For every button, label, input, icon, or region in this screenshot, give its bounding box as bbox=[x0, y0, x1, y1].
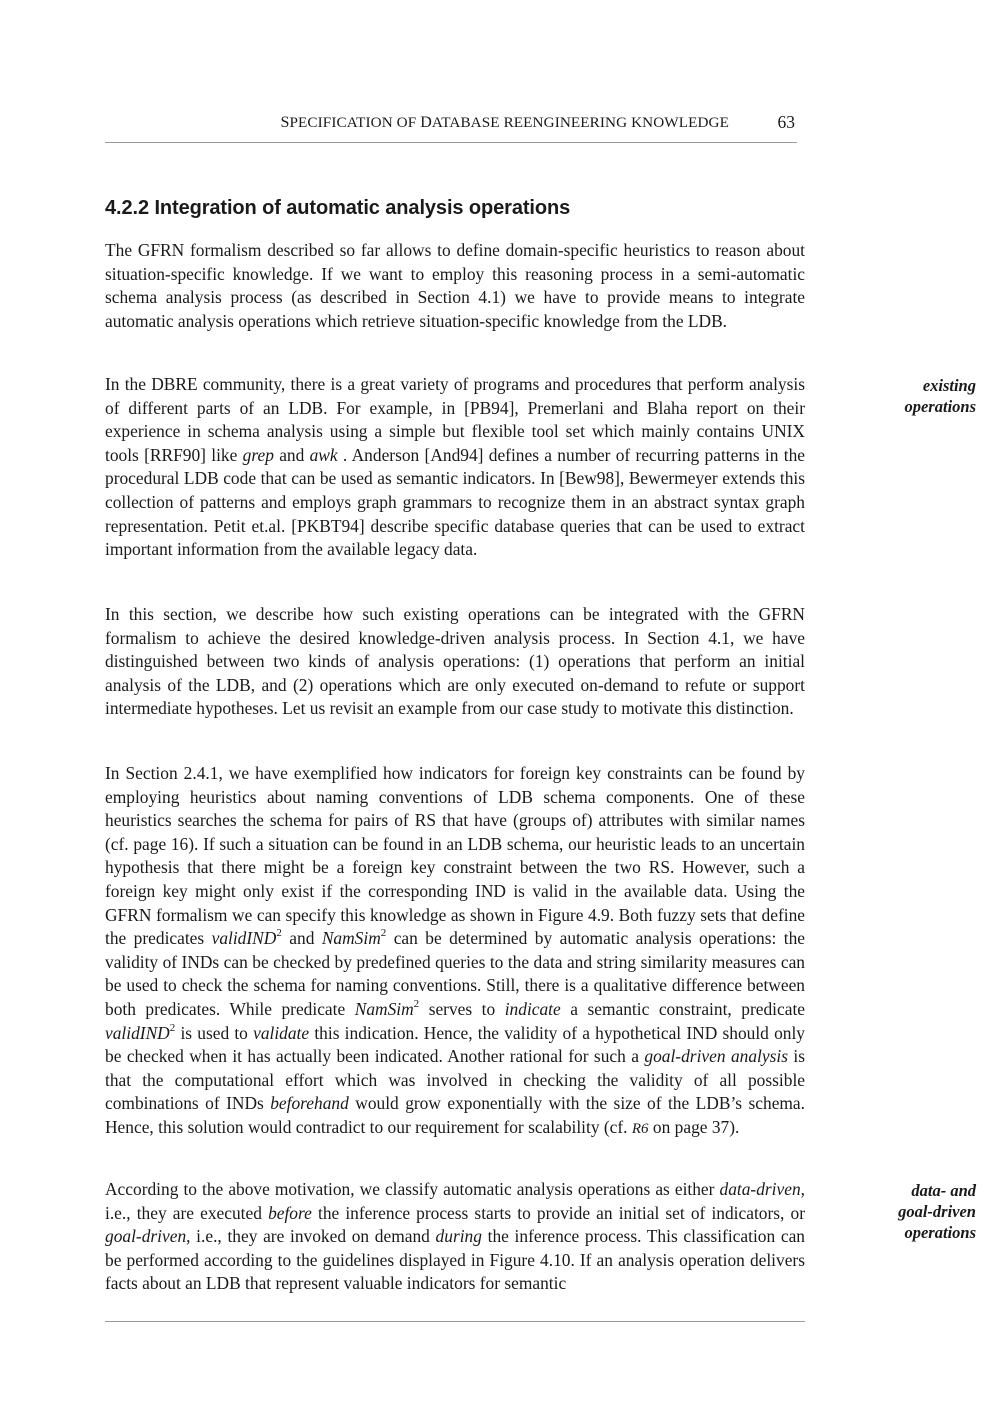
paragraph-1: The GFRN formalism described so far allows to define domain-specific heuristics to reason about situation-specific knowledge. If we want to employ this reasoning process in a semi-automatic schema analysis process (as described in Section 4.1) we have to provide means to integrate automatic analysis operations which retrieve situation-specific knowledge from the LDB. bbox=[105, 240, 805, 331]
paragraph-4: In Section 2.4.1, we have exemplified how indicators for foreign key constraints can be found by employing heuristics about naming conventions of LDB schema components. One of these heuristics searches the schema for pairs of RS that have (groups of) attributes with similar names (cf. page 16). If such a situation can be found in an LDB schema, our heuristic leads to an uncertain hypothesis that there might be a foreign key constraint between the two RS. However, such a foreign key might only exist if the corresponding IND is valid in the available data. Using the GFRN formalism we can specify this knowledge as shown in Figure 4.9. Both fuzzy sets that define the predicates validIND$^2$ and NamSim$^2$ can be determined by automatic analysis operations: the validity of INDs can be checked by predefined queries to the data and string similarity measures can be used to check the schema for naming conventions. Still, there is a qualitative difference between both predicates. While predicate NamSim$^2$ serves to indicate a semantic constraint, predicate validIND$^2$ is used to validate this indication. Hence, the validity of a hypothetical IND should only be checked when it has actually been indicated. Another rational for such a goal-driven analysis is that the computational effort which was involved in checking the validity of all possible combinations of INDs beforehand would grow exponentially with the size of the LDB’s schema. Hence, this solution would contradict to our requirement for scalability (cf. R6 on page 37). bbox=[105, 763, 806, 1137]
running-title: SPECIFICATION OF DATABASE REENGINEERING KNOWLEDGE bbox=[280, 114, 729, 131]
running-header bbox=[105, 114, 797, 143]
paragraph-2: In the DBRE community, there is a great variety of programs and procedures that perform analysis of different parts of an LDB. For example, in [PB94], Premerlani and Blaha report on their experience in schema analysis using a simple but flexible tool set which mainly contains UNIX tools [RRF90] like grep and awk . Anderson [And94] defines a number of recurring patterns in the procedural LDB code that can be used as semantic indicators. In [Bew98], Bewermeyer extends this collection of patterns and employs graph grammars to recognize them in an abstract syntax graph representation. Petit et.al. [PKBT94] describe specific database queries that can be used to extract important information from the available legacy data. bbox=[105, 374, 805, 560]
paragraph-3: In this section, we describe how such existing operations can be integrated with the GFRN formalism to achieve the desired knowledge-driven analysis process. In Section 4.1, we have distinguished between two kinds of analysis operations: (1) operations that perform an initial analysis of the LDB, and (2) operations which are only executed on-demand to refute or support intermediate hypotheses. Let us revisit an example from our case study to motivate this distinction. bbox=[105, 604, 805, 719]
paragraph-5: According to the above motivation, we classify automatic analysis operations as either data-driven, i.e., they are executed before the inference process starts to provide an initial set of indicators, or goal-driven, i.e., they are invoked on demand during the inference process. This classification can be performed according to the guidelines displayed in Figure 4.10. If an analysis operation delivers facts about an LDB that represent valuable indicators for semantic bbox=[105, 1179, 805, 1294]
section-title: 4.2.2 Integration of automatic analysis operations bbox=[105, 197, 571, 219]
footer-rule bbox=[105, 1321, 805, 1322]
margin-note-data-goal-driven-operations: data- and goal-driven operations bbox=[898, 1181, 976, 1242]
page-number: 63 bbox=[777, 112, 795, 132]
margin-note-existing-operations: existing operations bbox=[904, 376, 976, 416]
